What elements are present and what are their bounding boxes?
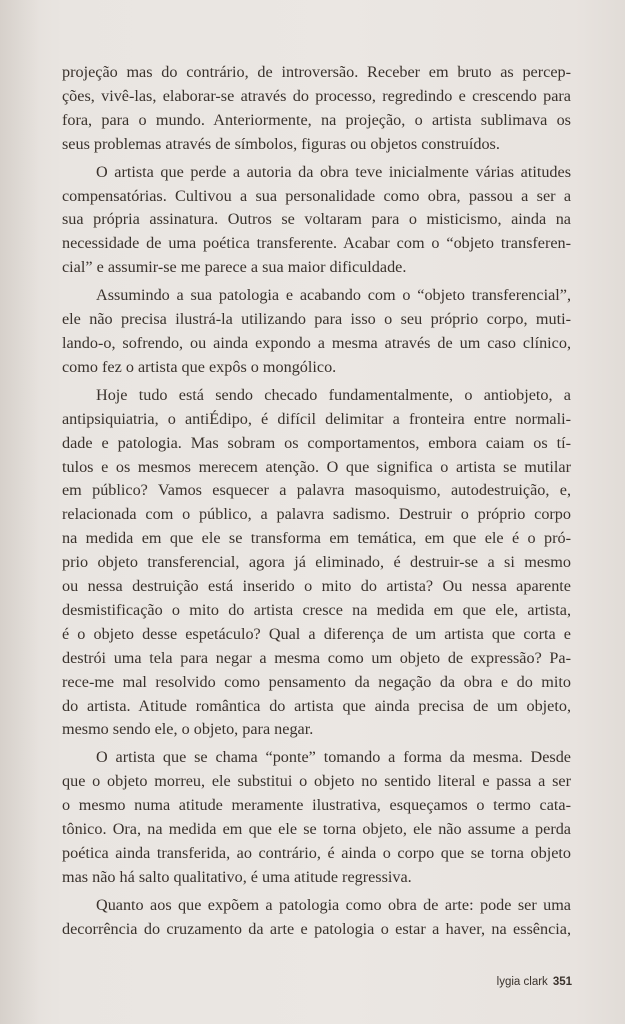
text-line: Hoje tudo está sendo checado fundamentalmente, o antiobjeto, a	[96, 385, 571, 404]
text-line: desmistificação o mito do artista cresce na medida em que ele, artista,	[62, 600, 571, 619]
text-line: poética ainda transferida, ao contrário, é ainda o corpo que se torna objeto	[62, 844, 571, 862]
text-line: antipsiquiatria, o antiÉdipo, é difícil delimitar a fronteira entre normali-	[62, 409, 571, 428]
text-line: ele não precisa ilustrá-la utilizando para isso o seu próprio corpo, muti-	[62, 310, 571, 329]
text-line: O artista que perde a autoria da obra teve inicialmente várias atitudes	[96, 162, 571, 181]
running-footer	[452, 976, 572, 988]
text-line: que o objeto morreu, ele substitui o objeto no sentido literal e passa a ser	[62, 772, 571, 791]
text-line: é o objeto desse espetáculo? Qual a diferença de um artista que corta e	[62, 624, 571, 643]
text-line: decorrência do cruzamento da arte e patologia o estar a haver, na essência,	[62, 919, 571, 938]
text-line: O artista que se chama “ponte” tomando a forma da mesma. Desde	[96, 748, 571, 767]
text-line: tulos e os mesmos merecem atenção. O que significa o artista se mutilar	[62, 457, 571, 476]
text-line: mas não há salto qualitativo, é uma atitude regressiva.	[62, 867, 412, 886]
text-line: o mesmo numa atitude meramente ilustrativa, esqueçamos o termo cata-	[62, 796, 571, 815]
text-line: destrói uma tela para negar a mesma como um objeto de expressão? Pa-	[62, 648, 571, 667]
text-line: ou nessa destruição está inserido o mito do artista? Ou nessa aparente	[62, 577, 571, 596]
gutter-shadow	[0, 0, 40, 1024]
page-number: 351	[552, 976, 572, 988]
paragraph	[62, 384, 571, 743]
paragraph	[62, 894, 571, 942]
text-line: sua própria assinatura. Outros se voltaram para o misticismo, ainda na	[62, 210, 571, 229]
text-line: relacionada com o público, a palavra sadismo. Destruir o próprio corpo	[62, 505, 571, 524]
text-line: mesmo sendo ele, o objeto, para negar.	[62, 720, 314, 739]
paragraph	[62, 61, 571, 157]
text-line: Quanto aos que expõem a patologia como obra de arte: pode ser uma	[96, 895, 571, 914]
text-line: tônico. Ora, na medida em que ele se torna objeto, ele não assume a perda	[62, 820, 571, 839]
footer-author: lygia clark	[496, 976, 548, 988]
text-line: Assumindo a sua patologia e acabando com o “objeto transferencial”,	[96, 286, 571, 305]
text-line: como fez o artista que expôs o mongólico.	[62, 357, 337, 376]
text-line: ções, vivê-las, elaborar-se através do processo, regredindo e crescendo para	[62, 86, 571, 105]
paragraph	[62, 284, 571, 380]
text-line: projeção mas do contrário, de introversão. Receber em bruto as percep-	[62, 63, 571, 81]
text-line: cial” e assumir-se me parece a sua maior dificuldade.	[62, 258, 407, 277]
text-line: compensatórias. Cultivou a sua personalidade como obra, passou a ser a	[62, 186, 571, 205]
text-line: rece-me mal resolvido como pensamento da negação da obra e do mito	[62, 672, 571, 691]
text-line: necessidade de uma poética transferente. Acabar com o “objeto transferen-	[62, 234, 571, 253]
text-line: do artista. Atitude romântica do artista que ainda precisa de um objeto,	[62, 696, 571, 715]
text-line: prio objeto transferencial, agora já eliminado, é destruir-se a si mesmo	[62, 553, 571, 572]
text-line: lando-o, sofrendo, ou ainda expondo a mesma através de um caso clínico,	[62, 333, 571, 352]
text-line: na medida em que ele se transforma em temática, em que ele é o pró-	[62, 529, 571, 548]
text-line: dade e patologia. Mas sobram os comportamentos, embora caiam os tí-	[62, 433, 571, 452]
paragraph	[62, 746, 571, 889]
text-line: fora, para o mundo. Anteriormente, na projeção, o artista sublimava os	[62, 110, 571, 129]
paragraph	[62, 161, 571, 281]
text-line: seus problemas através de símbolos, figuras ou objetos construídos.	[62, 134, 500, 153]
text-line: em público? Vamos esquecer a palavra masoquismo, autodestruição, e,	[62, 481, 571, 500]
body-text	[62, 61, 571, 942]
